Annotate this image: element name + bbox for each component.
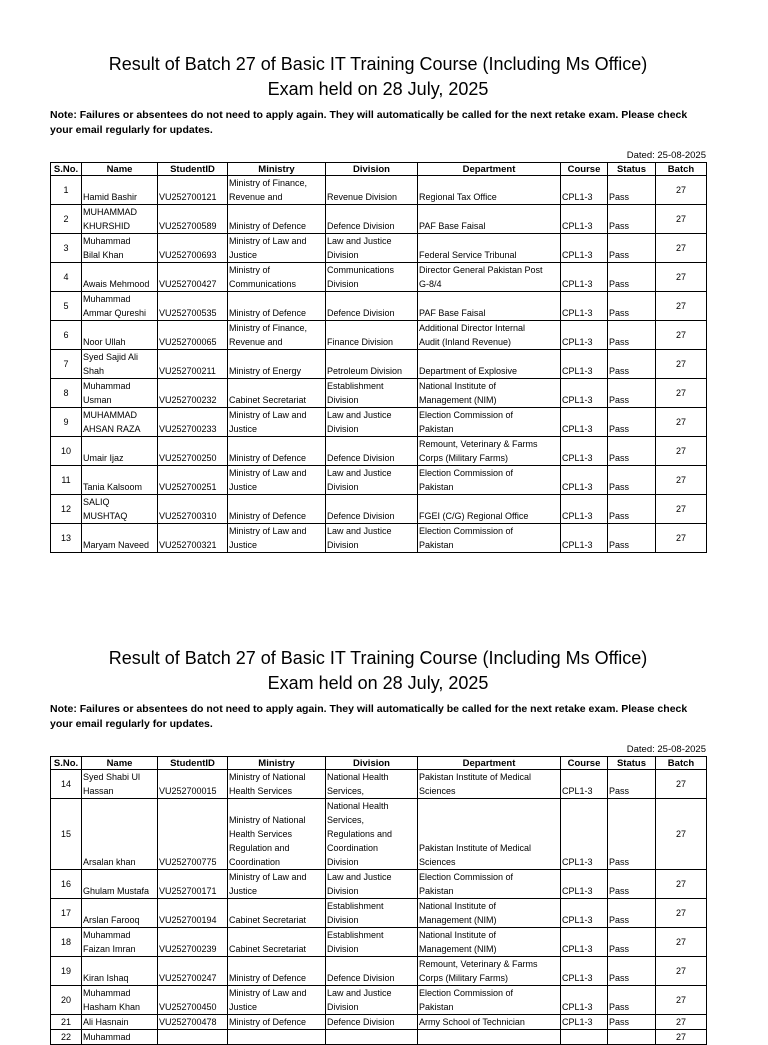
table-row <box>51 870 707 899</box>
table-row <box>51 1030 707 1045</box>
cell-batch: 27 <box>656 524 707 553</box>
cell-division: Law and Justice Division <box>326 870 418 899</box>
cell-department: Election Commission of Pakistan <box>418 408 561 437</box>
cell-name: MUHAMMAD AHSAN RAZA <box>82 408 158 437</box>
cell-division: Defence Division <box>326 292 418 321</box>
result-title: Result of Batch 27 of Basic IT Training Course (Including Ms Office) <box>108 648 648 668</box>
cell-division: Revenue Division <box>326 176 418 205</box>
cell-ministry: Ministry of Defence <box>228 437 326 466</box>
cell-batch: 27 <box>656 928 707 957</box>
cell-division: Establishment Division <box>326 899 418 928</box>
cell-studentid: VU252700478 <box>158 1015 228 1030</box>
header-studentid: StudentID <box>158 163 228 176</box>
table-row <box>51 350 707 379</box>
table-row <box>51 176 707 205</box>
cell-sno: 20 <box>51 986 82 1015</box>
cell-division: Law and Justice Division <box>326 524 418 553</box>
cell-batch: 27 <box>656 1015 707 1030</box>
cell-status: Pass <box>608 1015 656 1030</box>
cell-name: Syed Shabi Ul Hassan <box>82 770 158 799</box>
dated-label: Dated: 25-08-2025 <box>626 744 706 755</box>
cell-sno: 1 <box>51 176 82 205</box>
cell-studentid: VU252700211 <box>158 350 228 379</box>
cell-course: CPL1-3 <box>561 770 608 799</box>
cell-name: Hamid Bashir <box>82 176 158 205</box>
header-division: Division <box>326 163 418 176</box>
cell-studentid: VU252700247 <box>158 957 228 986</box>
cell-sno: 13 <box>51 524 82 553</box>
cell-course: CPL1-3 <box>561 799 608 870</box>
cell-course: CPL1-3 <box>561 263 608 292</box>
cell-division: Law and Justice Division <box>326 466 418 495</box>
cell-studentid: VU252700589 <box>158 205 228 234</box>
cell-status: Pass <box>608 321 656 350</box>
results-table <box>50 162 707 553</box>
cell-ministry: Ministry of Energy <box>228 350 326 379</box>
cell-division: Establishment Division <box>326 928 418 957</box>
cell-course: CPL1-3 <box>561 205 608 234</box>
cell-department: National Institute of Management (NIM) <box>418 379 561 408</box>
cell-name: SALIQ MUSHTAQ <box>82 495 158 524</box>
cell-department: Director General Pakistan Post G-8/4 <box>418 263 561 292</box>
cell-ministry: Ministry of Law and Justice <box>228 986 326 1015</box>
header-department: Department <box>418 163 561 176</box>
cell-ministry: Ministry of Law and Justice <box>228 524 326 553</box>
cell-ministry: Ministry of National Health Services <box>228 770 326 799</box>
cell-sno: 14 <box>51 770 82 799</box>
table-row <box>51 957 707 986</box>
cell-division: National Health Services, <box>326 770 418 799</box>
cell-name: Muhammad Faizan Imran <box>82 928 158 957</box>
header-studentid: StudentID <box>158 757 228 770</box>
table-row <box>51 1015 707 1030</box>
header-name: Name <box>82 163 158 176</box>
table-header-row <box>51 757 707 770</box>
cell-studentid: VU252700171 <box>158 870 228 899</box>
cell-ministry: Ministry of Communications <box>228 263 326 292</box>
cell-sno: 18 <box>51 928 82 957</box>
cell-batch: 27 <box>656 350 707 379</box>
cell-sno: 11 <box>51 466 82 495</box>
cell-ministry: Ministry of Defence <box>228 205 326 234</box>
cell-name: Muhammad <box>82 1030 158 1045</box>
cell-division: Defence Division <box>326 957 418 986</box>
cell-ministry: Ministry of Law and Justice <box>228 466 326 495</box>
cell-batch: 27 <box>656 899 707 928</box>
table-row <box>51 770 707 799</box>
header-ministry: Ministry <box>228 757 326 770</box>
cell-batch: 27 <box>656 466 707 495</box>
header-name: Name <box>82 757 158 770</box>
cell-course: CPL1-3 <box>561 466 608 495</box>
cell-course: CPL1-3 <box>561 350 608 379</box>
cell-ministry: Ministry of Defence <box>228 957 326 986</box>
header-course: Course <box>561 757 608 770</box>
header-ministry: Ministry <box>228 163 326 176</box>
cell-status: Pass <box>608 234 656 263</box>
cell-studentid: VU252700775 <box>158 799 228 870</box>
cell-division: Defence Division <box>326 205 418 234</box>
cell-studentid: VU252700194 <box>158 899 228 928</box>
cell-batch: 27 <box>656 770 707 799</box>
cell-ministry: Cabinet Secretariat <box>228 899 326 928</box>
cell-course: CPL1-3 <box>561 928 608 957</box>
table-row <box>51 986 707 1015</box>
cell-ministry: Ministry of Law and Justice <box>228 408 326 437</box>
cell-status: Pass <box>608 770 656 799</box>
cell-batch: 27 <box>656 957 707 986</box>
cell-course: CPL1-3 <box>561 234 608 263</box>
cell-division: Law and Justice Division <box>326 986 418 1015</box>
cell-name: Muhammad Ammar Qureshi <box>82 292 158 321</box>
cell-department: Election Commission of Pakistan <box>418 870 561 899</box>
result-section-1 <box>50 52 706 553</box>
cell-course: CPL1-3 <box>561 986 608 1015</box>
cell-sno: 3 <box>51 234 82 263</box>
cell-course: CPL1-3 <box>561 321 608 350</box>
cell-status: Pass <box>608 524 656 553</box>
note-text: Note: Failures or absentees do not need to apply again. They will automatically be called for the next retake exam. Please check your email regularly for updates. <box>50 703 688 730</box>
cell-department: Election Commission of Pakistan <box>418 986 561 1015</box>
cell-batch: 27 <box>656 495 707 524</box>
cell-department: Pakistan Institute of Medical Sciences <box>418 799 561 870</box>
cell-name: Muhammad Bilal Khan <box>82 234 158 263</box>
header-department: Department <box>418 757 561 770</box>
cell-department: PAF Base Faisal <box>418 205 561 234</box>
cell-studentid: VU252700065 <box>158 321 228 350</box>
cell-studentid: VU252700450 <box>158 986 228 1015</box>
cell-name: Ghulam Mustafa <box>82 870 158 899</box>
cell-sno: 10 <box>51 437 82 466</box>
cell-division: Defence Division <box>326 1015 418 1030</box>
cell-name: Awais Mehmood <box>82 263 158 292</box>
cell-studentid: VU252700015 <box>158 770 228 799</box>
cell-course: CPL1-3 <box>561 495 608 524</box>
cell-name: Arsalan khan <box>82 799 158 870</box>
cell-course: CPL1-3 <box>561 957 608 986</box>
cell-name: Ali Hasnain <box>82 1015 158 1030</box>
cell-name: Umair Ijaz <box>82 437 158 466</box>
cell-studentid: VU252700250 <box>158 437 228 466</box>
exam-date-title: Exam held on 28 July, 2025 <box>267 673 489 693</box>
cell-status: Pass <box>608 263 656 292</box>
cell-name: Muhammad Usman <box>82 379 158 408</box>
table-header-row <box>51 163 707 176</box>
cell-department <box>418 1030 561 1045</box>
cell-batch: 27 <box>656 1030 707 1045</box>
cell-department: Election Commission of Pakistan <box>418 466 561 495</box>
header-sno: S.No. <box>51 757 82 770</box>
cell-status: Pass <box>608 408 656 437</box>
cell-status: Pass <box>608 899 656 928</box>
header-batch: Batch <box>656 163 707 176</box>
cell-studentid: VU252700251 <box>158 466 228 495</box>
cell-sno: 16 <box>51 870 82 899</box>
cell-batch: 27 <box>656 379 707 408</box>
cell-sno: 4 <box>51 263 82 292</box>
cell-ministry <box>228 1030 326 1045</box>
cell-sno: 22 <box>51 1030 82 1045</box>
cell-ministry: Ministry of Defence <box>228 292 326 321</box>
cell-division: Law and Justice Division <box>326 408 418 437</box>
cell-batch: 27 <box>656 437 707 466</box>
header-sno: S.No. <box>51 163 82 176</box>
cell-ministry: Ministry of Defence <box>228 495 326 524</box>
cell-department: Federal Service Tribunal <box>418 234 561 263</box>
table-row <box>51 524 707 553</box>
cell-department: Army School of Technician <box>418 1015 561 1030</box>
cell-status: Pass <box>608 379 656 408</box>
cell-course: CPL1-3 <box>561 408 608 437</box>
header-division: Division <box>326 757 418 770</box>
cell-division: Defence Division <box>326 495 418 524</box>
cell-course: CPL1-3 <box>561 176 608 205</box>
cell-sno: 12 <box>51 495 82 524</box>
cell-sno: 15 <box>51 799 82 870</box>
cell-sno: 9 <box>51 408 82 437</box>
cell-sno: 2 <box>51 205 82 234</box>
cell-sno: 8 <box>51 379 82 408</box>
cell-division: Petroleum Division <box>326 350 418 379</box>
cell-course: CPL1-3 <box>561 899 608 928</box>
cell-department: National Institute of Management (NIM) <box>418 899 561 928</box>
cell-batch: 27 <box>656 263 707 292</box>
cell-status: Pass <box>608 292 656 321</box>
cell-name: Maryam Naveed <box>82 524 158 553</box>
table-row <box>51 292 707 321</box>
cell-division <box>326 1030 418 1045</box>
result-section-2 <box>50 646 706 1045</box>
cell-ministry: Ministry of Finance, Revenue and <box>228 321 326 350</box>
cell-batch: 27 <box>656 870 707 899</box>
cell-studentid: VU252700321 <box>158 524 228 553</box>
header-batch: Batch <box>656 757 707 770</box>
note-text: Note: Failures or absentees do not need to apply again. They will automatically be called for the next retake exam. Please check your email regularly for updates. <box>50 109 688 136</box>
cell-batch: 27 <box>656 321 707 350</box>
cell-course: CPL1-3 <box>561 437 608 466</box>
cell-name: Noor Ullah <box>82 321 158 350</box>
cell-batch: 27 <box>656 408 707 437</box>
result-title: Result of Batch 27 of Basic IT Training Course (Including Ms Office) <box>108 54 648 74</box>
cell-department: Remount, Veterinary & Farms Corps (Military Farms) <box>418 957 561 986</box>
table-row <box>51 379 707 408</box>
cell-sno: 6 <box>51 321 82 350</box>
cell-ministry: Ministry of Law and Justice <box>228 870 326 899</box>
cell-status: Pass <box>608 957 656 986</box>
cell-status: Pass <box>608 495 656 524</box>
cell-division: Finance Division <box>326 321 418 350</box>
header-status: Status <box>608 163 656 176</box>
table-row <box>51 321 707 350</box>
cell-status: Pass <box>608 176 656 205</box>
cell-course: CPL1-3 <box>561 524 608 553</box>
cell-division: National Health Services, Regulations and Coordination Division <box>326 799 418 870</box>
cell-status <box>608 1030 656 1045</box>
dated-label: Dated: 25-08-2025 <box>626 150 706 161</box>
cell-status: Pass <box>608 205 656 234</box>
cell-studentid <box>158 1030 228 1045</box>
cell-batch: 27 <box>656 176 707 205</box>
cell-batch: 27 <box>656 799 707 870</box>
cell-course: CPL1-3 <box>561 1015 608 1030</box>
cell-ministry: Cabinet Secretariat <box>228 928 326 957</box>
cell-sno: 21 <box>51 1015 82 1030</box>
cell-department: Regional Tax Office <box>418 176 561 205</box>
cell-status: Pass <box>608 986 656 1015</box>
table-row <box>51 408 707 437</box>
table-row <box>51 899 707 928</box>
cell-ministry: Ministry of Defence <box>228 1015 326 1030</box>
cell-studentid: VU252700693 <box>158 234 228 263</box>
cell-name: Tania Kalsoom <box>82 466 158 495</box>
cell-division: Establishment Division <box>326 379 418 408</box>
cell-department: Pakistan Institute of Medical Sciences <box>418 770 561 799</box>
cell-department: FGEI (C/G) Regional Office <box>418 495 561 524</box>
cell-division: Law and Justice Division <box>326 234 418 263</box>
cell-ministry: Cabinet Secretariat <box>228 379 326 408</box>
cell-studentid: VU252700535 <box>158 292 228 321</box>
cell-status: Pass <box>608 799 656 870</box>
cell-batch: 27 <box>656 292 707 321</box>
cell-name: Arslan Farooq <box>82 899 158 928</box>
cell-studentid: VU252700121 <box>158 176 228 205</box>
cell-course <box>561 1030 608 1045</box>
cell-ministry: Ministry of National Health Services Regulation and Coordination <box>228 799 326 870</box>
header-status: Status <box>608 757 656 770</box>
table-row <box>51 928 707 957</box>
table-row <box>51 263 707 292</box>
results-table <box>50 756 707 1045</box>
cell-batch: 27 <box>656 205 707 234</box>
cell-sno: 17 <box>51 899 82 928</box>
cell-studentid: VU252700310 <box>158 495 228 524</box>
cell-name: MUHAMMAD KHURSHID <box>82 205 158 234</box>
cell-status: Pass <box>608 350 656 379</box>
table-row <box>51 466 707 495</box>
exam-date-title: Exam held on 28 July, 2025 <box>267 79 489 99</box>
cell-studentid: VU252700239 <box>158 928 228 957</box>
cell-batch: 27 <box>656 234 707 263</box>
cell-name: Muhammad Hasham Khan <box>82 986 158 1015</box>
cell-status: Pass <box>608 437 656 466</box>
cell-name: Syed Sajid Ali Shah <box>82 350 158 379</box>
cell-department: PAF Base Faisal <box>418 292 561 321</box>
cell-batch: 27 <box>656 986 707 1015</box>
cell-department: Department of Explosive <box>418 350 561 379</box>
cell-status: Pass <box>608 466 656 495</box>
cell-status: Pass <box>608 928 656 957</box>
cell-sno: 5 <box>51 292 82 321</box>
table-row <box>51 437 707 466</box>
cell-department: National Institute of Management (NIM) <box>418 928 561 957</box>
cell-course: CPL1-3 <box>561 870 608 899</box>
cell-division: Defence Division <box>326 437 418 466</box>
cell-ministry: Ministry of Law and Justice <box>228 234 326 263</box>
cell-course: CPL1-3 <box>561 292 608 321</box>
cell-studentid: VU252700232 <box>158 379 228 408</box>
cell-department: Election Commission of Pakistan <box>418 524 561 553</box>
table-row <box>51 495 707 524</box>
cell-division: Communications Division <box>326 263 418 292</box>
table-row <box>51 205 707 234</box>
cell-department: Additional Director Internal Audit (Inland Revenue) <box>418 321 561 350</box>
cell-department: Remount, Veterinary & Farms Corps (Military Farms) <box>418 437 561 466</box>
cell-studentid: VU252700427 <box>158 263 228 292</box>
header-course: Course <box>561 163 608 176</box>
cell-name: Kiran Ishaq <box>82 957 158 986</box>
cell-sno: 7 <box>51 350 82 379</box>
table-row <box>51 799 707 870</box>
cell-course: CPL1-3 <box>561 379 608 408</box>
cell-studentid: VU252700233 <box>158 408 228 437</box>
table-row <box>51 234 707 263</box>
cell-status: Pass <box>608 870 656 899</box>
cell-sno: 19 <box>51 957 82 986</box>
cell-ministry: Ministry of Finance, Revenue and <box>228 176 326 205</box>
